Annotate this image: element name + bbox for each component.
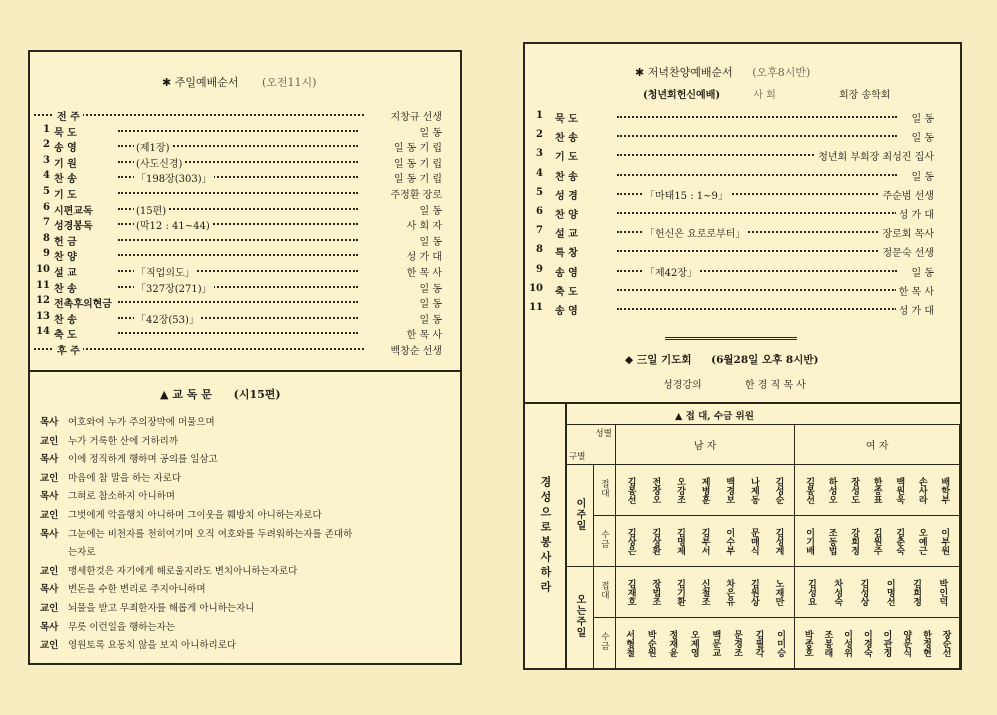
duty-name: 김기환 (674, 578, 685, 606)
week1-label: 이주일 (573, 497, 585, 531)
title-note: (오전11시) (261, 76, 317, 89)
evening-title-text: ✱ 저녁찬양예배순서 (635, 66, 733, 79)
names-cell (795, 618, 960, 669)
order-person: 일 동 기 립 (391, 155, 442, 170)
prayer-meeting-line (625, 352, 818, 367)
order-person: 성 가 대 (404, 248, 442, 263)
order-number: 8 (43, 232, 50, 244)
order-person: 일 동 (909, 129, 935, 144)
duty-name: 문경조 (731, 629, 742, 657)
duty-name: 김상환 (650, 527, 661, 555)
order-item: 찬 양 (555, 210, 578, 221)
order-number: 2 (536, 129, 543, 141)
order-row (525, 148, 960, 165)
order-row (30, 295, 460, 312)
order-row (30, 202, 460, 219)
order-item: 찬 송 (54, 283, 77, 295)
names-row-3-female (795, 618, 959, 668)
male-header: 남 자 (615, 425, 795, 465)
names-cell (615, 618, 795, 669)
order-item: 헌 금 (54, 236, 77, 248)
duty-name: 조동법 (826, 527, 837, 555)
dotted-leader (34, 114, 364, 116)
order-number: 4 (536, 167, 543, 179)
subtitle-text: (청년회헌신예배) (643, 90, 721, 101)
order-person: 일 동 (417, 311, 443, 326)
order-person: 일 동 기 립 (391, 170, 442, 185)
order-number: 12 (36, 295, 50, 307)
order-item: 전 주 (54, 108, 83, 123)
order-row (30, 311, 460, 328)
corner-bottom: 구별 (569, 452, 586, 462)
order-item: 성경봉독 (54, 221, 93, 233)
order-detail: (사도신경) (134, 155, 184, 170)
duty-name: 문매식 (748, 527, 759, 555)
order-person: 정문숙 선생 (880, 244, 934, 259)
order-item: 시편교독 (54, 205, 93, 217)
duty-name: 이명선 (884, 578, 895, 606)
responsive-text: 그눈에는 비천자를 천히여기며 오직 여호와를 두려워하는자를 존대하 (68, 528, 353, 540)
right-page (523, 42, 962, 670)
order-person: 한 목 사 (404, 264, 442, 279)
duty-name: 장성도 (849, 476, 860, 504)
duty-name: 백원욱 (894, 476, 905, 504)
duty-name: 오강조 (674, 476, 685, 504)
duty-name: 서형철 (624, 629, 635, 657)
duty-name: 김원상 (748, 578, 759, 606)
order-row (525, 168, 960, 185)
order-number: 11 (36, 279, 50, 291)
duty-name: 장법조 (650, 578, 661, 606)
names-row-2-male (616, 567, 795, 617)
order-detail: (15편) (134, 202, 168, 217)
female-header: 여 자 (795, 425, 960, 465)
duty-name: 김봉선 (625, 476, 636, 504)
prayer-title: ◆ 三일 기도회 (625, 354, 692, 366)
order-row (30, 217, 460, 234)
responsive-role: 교인 (40, 472, 59, 484)
duty-name: 이수부 (724, 527, 735, 555)
order-number: 10 (36, 264, 50, 275)
order-item: 성 경 (555, 190, 578, 202)
responsive-text: 그혀로 참소하지 아니하며 (68, 491, 175, 503)
duty-name: 김필각 (753, 629, 764, 657)
responsive-text: 그벗에게 악을행치 아니하며 그이웃을 훼방치 아니하는자로다 (68, 510, 322, 521)
role-reception: 접대 (599, 479, 610, 498)
duty-name: 이성위 (842, 629, 853, 657)
order-detail: 「198장(303)」 (134, 170, 214, 185)
responsive-text: 영원토록 요동치 않을 보지 아니하리로다 (68, 640, 237, 652)
evening-subtitle (643, 86, 890, 101)
order-person: 주정환 장로 (388, 186, 442, 201)
order-item: 찬 송 (54, 314, 77, 326)
duty-name: 배학부 (939, 476, 950, 504)
dotted-leader (617, 135, 897, 137)
responsive-text: 뇌물을 받고 무죄한자를 해롭게 아니하는자니 (68, 603, 255, 614)
order-row (30, 342, 460, 359)
responsive-note: (시15편) (233, 388, 281, 401)
duty-name: 강희정 (849, 527, 860, 555)
order-number: 2 (43, 139, 50, 151)
order-person: 성 가 대 (896, 206, 934, 221)
order-person: 한 목 사 (896, 283, 934, 298)
order-detail: (막12 : 41~44) (134, 217, 212, 232)
role-offering: 수금 (599, 530, 610, 549)
order-item: 송 영 (555, 306, 578, 317)
order-row (30, 264, 460, 281)
order-item: 축 도 (555, 286, 578, 298)
dotted-leader (118, 301, 358, 303)
order-number: 5 (536, 186, 543, 198)
order-person: 일 동 (417, 280, 443, 295)
order-row (525, 225, 960, 242)
dotted-leader (617, 212, 897, 214)
side-label: 경성으로봉사하라 (539, 476, 552, 596)
dotted-leader (118, 254, 358, 256)
order-row (30, 108, 460, 125)
order-person: 일 동 (417, 295, 443, 310)
order-item: 묵 도 (555, 114, 578, 125)
responsive-title-text: ▲ 교 독 문 (160, 388, 212, 401)
responsive-role: 교인 (40, 640, 59, 652)
responsive-role: 목사 (40, 491, 59, 503)
responsive-text: 무릇 이런일을 행하는자는 (68, 621, 175, 633)
role-cell (593, 465, 615, 516)
prayer-by: 성경강의 (663, 380, 702, 391)
duty-name: 백문교 (710, 629, 721, 657)
names-cell (795, 567, 960, 618)
duty-name: 박순원 (645, 629, 656, 657)
order-person: 일 동 (417, 233, 443, 248)
order-row (525, 129, 960, 146)
duty-name: 오제영 (688, 629, 699, 657)
dotted-leader (617, 289, 897, 291)
duty-name: 박인덕 (937, 578, 948, 606)
responsive-text: 는자로 (68, 547, 96, 559)
order-person: 백창순 선생 (388, 342, 442, 357)
order-number: 10 (529, 282, 543, 294)
responsive-role: 교인 (40, 565, 59, 577)
order-number: 1 (43, 123, 50, 135)
corner-cell (566, 425, 616, 465)
order-number: 7 (43, 217, 50, 229)
duty-name: 김재호 (625, 578, 636, 606)
order-detail: 「42장(53)」 (134, 311, 201, 326)
dotted-leader (118, 332, 358, 334)
order-person: 한 목 사 (404, 326, 442, 341)
order-item: 기 원 (54, 158, 77, 170)
left-page (28, 50, 462, 665)
names-row-0-male (616, 465, 795, 515)
names-row-0-female (795, 465, 959, 515)
dotted-leader (118, 130, 358, 132)
dotted-leader (617, 308, 897, 310)
evening-title-note: (오후8시반) (752, 66, 811, 79)
duty-name: 김성상 (858, 578, 869, 606)
duty-name: 차성숙 (832, 578, 843, 606)
duty-name: 김희정 (911, 578, 922, 606)
order-detail: 「직업의도」 (134, 264, 197, 279)
duty-table (565, 424, 960, 669)
order-item: 묵 도 (54, 127, 77, 139)
duty-name: 김명제 (674, 527, 685, 555)
names-cell (615, 567, 795, 618)
duty-name: 차은유 (724, 578, 735, 606)
duty-name: 김성요 (805, 578, 816, 606)
responsive-role: 목사 (40, 584, 59, 596)
order-item: 찬 송 (54, 174, 77, 186)
duty-name: 장순선 (940, 629, 951, 657)
order-number: 3 (536, 148, 543, 160)
order-item: 전촉후의현금 (54, 299, 112, 311)
order-row (525, 187, 960, 204)
responsive-role: 교인 (40, 603, 59, 614)
order-number: 7 (536, 225, 543, 237)
duty-name: 전장오 (650, 476, 661, 504)
order-row (30, 139, 460, 156)
order-item: 기 도 (54, 190, 77, 201)
section-divider (30, 370, 460, 372)
names-cell (615, 516, 795, 567)
dotted-leader (118, 192, 358, 194)
duty-name: 김성순 (773, 476, 784, 504)
prayer-speaker-line (663, 376, 806, 391)
order-number: 1 (536, 110, 543, 121)
names-row-1-male (616, 516, 795, 566)
order-item: 후 주 (54, 342, 83, 357)
duty-name: 한정현 (920, 629, 931, 657)
order-number: 14 (36, 326, 50, 338)
responsive-role: 목사 (40, 528, 59, 540)
names-cell (795, 465, 960, 516)
order-number: 13 (36, 310, 50, 322)
subtitle-right: 회장 송학회 (838, 90, 891, 101)
duty-name: 김춘숙 (894, 527, 905, 555)
order-number: 4 (43, 170, 50, 182)
order-row (30, 326, 460, 343)
duty-name: 나제동 (748, 476, 759, 504)
order-detail: 「마태15 : 1~9」 (643, 187, 730, 202)
duty-name: 하성오 (826, 476, 837, 504)
role-cell (593, 567, 615, 618)
order-row (30, 124, 460, 141)
order-number: 9 (536, 263, 543, 275)
order-row (30, 170, 460, 187)
duty-name: 노재만 (773, 578, 784, 606)
week1-cell (566, 465, 594, 567)
duty-name: 정재윤 (667, 629, 678, 657)
responsive-role: 목사 (40, 621, 59, 633)
corner-top: 성별 (595, 429, 612, 439)
order-row (30, 186, 460, 203)
duty-name: 이경숙 (861, 629, 872, 657)
duty-name: 박종호 (802, 629, 813, 657)
week2-label: 오는주일 (573, 594, 585, 638)
order-person: 성 가 대 (896, 302, 934, 317)
dotted-leader (617, 250, 897, 252)
order-person: 청년회 부회장 최성진 집사 (815, 148, 934, 163)
dotted-leader (617, 174, 897, 176)
responsive-text: 마음에 참 말을 하는 자로다 (68, 472, 182, 484)
duty-name: 제병훈 (699, 476, 710, 504)
responsive-row (40, 637, 450, 661)
duty-name: 김봉선 (804, 476, 815, 504)
names-cell (795, 516, 960, 567)
order-row (525, 206, 960, 223)
names-row-2-female (795, 567, 959, 617)
order-number: 3 (43, 154, 50, 166)
order-number: 6 (43, 201, 50, 213)
role-reception: 접대 (599, 581, 610, 600)
names-row-1-female (795, 516, 959, 566)
order-row (30, 280, 460, 297)
responsive-role: 목사 (40, 417, 59, 428)
order-row (30, 233, 460, 250)
order-item: 기 도 (555, 152, 578, 164)
dotted-leader (34, 348, 364, 350)
order-person: 주순범 선생 (880, 187, 934, 202)
order-person: 일 동 (909, 264, 935, 279)
role-offering: 수금 (599, 632, 610, 651)
responsive-text: 맹세한것은 자기에게 해로울지라도 변치아니하는자로다 (68, 565, 298, 577)
duty-name: 김부서 (699, 527, 710, 555)
order-number: 11 (529, 302, 543, 313)
order-item: 설 교 (555, 229, 578, 241)
responsive-reading-title (160, 386, 281, 402)
evening-order-title (635, 64, 810, 80)
duty-name: 김원주 (871, 527, 882, 555)
duty-name: 오예근 (916, 527, 927, 555)
order-item: 찬 송 (555, 171, 578, 183)
duty-name: 한종표 (871, 476, 882, 504)
order-number: 8 (536, 244, 543, 256)
duty-name: 김성계 (773, 527, 784, 555)
order-row (30, 155, 460, 172)
order-person: 일 동 (417, 124, 443, 139)
order-row (525, 244, 960, 261)
order-detail: 「327장(271)」 (134, 280, 214, 295)
order-item: 설 교 (54, 268, 77, 279)
order-row (525, 302, 960, 319)
order-row (525, 283, 960, 300)
order-person: 일 동 (909, 168, 935, 183)
responsive-text: 이에 정직하게 행하며 공의를 일삼고 (68, 454, 218, 466)
order-number: 5 (43, 186, 50, 197)
subtitle-mid: 사 회 (753, 90, 776, 101)
duty-title: ▲ 접 대, 수금 위원 (675, 411, 754, 422)
order-person: 일 동 (417, 202, 443, 217)
order-person: 일 동 (909, 110, 935, 125)
duty-name: 양문식 (901, 629, 912, 657)
order-number: 9 (43, 248, 50, 260)
dotted-leader (118, 239, 358, 241)
order-row (525, 110, 960, 127)
order-row (30, 248, 460, 265)
worship-order-title (162, 74, 316, 90)
order-detail: 「헌신은 요로로부터」 (643, 225, 747, 240)
prayer-time: (6월28일 오후 8시반) (711, 354, 819, 366)
side-label-cell (525, 404, 567, 668)
order-item: 찬 양 (54, 252, 77, 264)
responsive-text: 누가 거룩한 산에 거하리까 (68, 435, 179, 447)
order-person: 지창규 선생 (388, 108, 442, 123)
duty-name: 이관정 (881, 629, 892, 657)
order-item: 송 영 (54, 143, 77, 155)
order-item: 특 창 (555, 248, 578, 260)
duty-name: 이미승 (775, 629, 786, 657)
duty-name: 김상은 (625, 527, 636, 555)
names-cell (615, 465, 795, 516)
responsive-role: 교인 (40, 510, 59, 521)
section-divider-right (525, 402, 960, 404)
duty-name: 조봉래 (822, 629, 833, 657)
role-cell (593, 516, 615, 567)
order-item: 송 영 (555, 267, 578, 279)
order-detail: (제1장) (134, 139, 172, 154)
order-item: 찬 송 (555, 133, 578, 145)
week2-cell (566, 567, 594, 669)
names-row-3-male (616, 618, 795, 668)
order-number: 6 (536, 206, 543, 217)
prayer-person: 한 경 직 목 사 (744, 380, 806, 391)
dotted-leader (617, 116, 897, 118)
duty-name: 이기배 (804, 527, 815, 555)
responsive-role: 교인 (40, 435, 59, 447)
order-detail: 「제42장」 (643, 264, 699, 279)
duty-name: 백경보 (724, 476, 735, 504)
order-person: 일 동 기 립 (391, 139, 442, 154)
title-text: ✱ 주일예배순서 (162, 76, 239, 89)
order-person: 장로회 목사 (880, 225, 934, 240)
duty-name: 손사라 (916, 476, 927, 504)
duty-name: 신철조 (699, 578, 710, 606)
ornament-line (665, 337, 797, 340)
responsive-text: 여호와여 누가 주의장막에 머물으며 (68, 417, 215, 428)
responsive-role: 목사 (40, 454, 59, 466)
role-cell (593, 618, 615, 669)
order-item: 축 도 (54, 330, 77, 342)
order-person: 사 회 자 (404, 217, 442, 232)
responsive-text: 변돈을 수한 변리로 주지아니하며 (68, 584, 206, 596)
duty-name: 이부원 (939, 527, 950, 555)
order-row (525, 264, 960, 281)
